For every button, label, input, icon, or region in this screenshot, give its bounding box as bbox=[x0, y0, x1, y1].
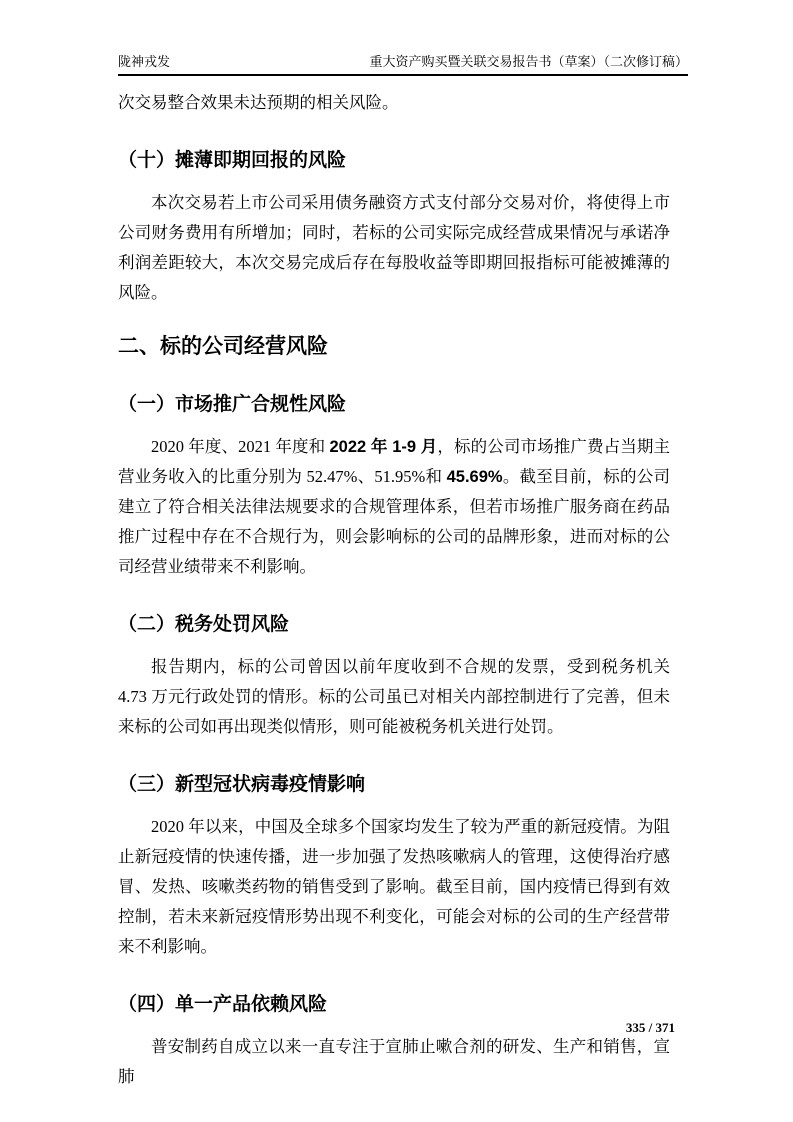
chapter-2-heading: 二、标的公司经营风险 bbox=[118, 335, 328, 358]
bold-text-segment: 2022 年 1-9 月 bbox=[329, 438, 438, 456]
section-3-paragraph: 2020 年以来，中国及全球多个国家均发生了较为严重的新冠疫情。为阻止新冠疫情的快速传播，进一步加强了发热咳嗽病人的管理，这使得治疗感冒、发热、咳嗽类药物的销售受到了影响。截至目前，国内疫情已得到有效控制，若未来新冠疫情形势出现不利变化，可能会对标的公司的生产经营带来不利影响。 bbox=[118, 817, 670, 956]
section-10-paragraph: 本次交易若上市公司采用债务融资方式支付部分交易对价，将使得上市公司财务费用有所增加；同时，若标的公司实际完成经营成果情况与承诺净利润差距较大，本次交易完成后存在每股收益等即期回报指标可能被摊薄的风险。 bbox=[118, 193, 670, 302]
section-1-heading: （一）市场推广合规性风险 bbox=[118, 394, 347, 415]
continuation-paragraph: 次交易整合效果未达预期的相关风险。 bbox=[118, 93, 399, 112]
section-4-heading: （四）单一产品依赖风险 bbox=[118, 994, 328, 1015]
text-segment: 。截至目前，标的公司建立了符合相关法律法规要求的合规管理体系，但若市场推广服务商在药品推广过程中存在不合规行为，则会影响标的公司的品牌形象，进而对标的公司经营业绩带来不利影响。 bbox=[118, 467, 670, 576]
section-4-paragraph: 普安制药自成立以来一直专注于宣肺止嗽合剂的研发、生产和销售，宣肺 bbox=[118, 1037, 670, 1086]
text-segment: 2020 年度、2021 年度和 bbox=[151, 437, 330, 456]
page-header bbox=[118, 54, 688, 76]
section-10-heading: （十）摊薄即期回报的风险 bbox=[118, 150, 347, 171]
page-number: 335 / 371 bbox=[625, 1020, 675, 1035]
document-body bbox=[118, 88, 670, 1092]
bold-text-segment: 45.69% bbox=[446, 468, 503, 486]
section-3-heading: （三）新型冠状病毒疫情影响 bbox=[118, 774, 366, 795]
section-1-paragraph bbox=[118, 432, 670, 582]
section-2-paragraph: 报告期内，标的公司曾因以前年度收到不合规的发票，受到税务机关 4.73 万元行政处罚的情形。标的公司虽已对相关内部控制进行了完善，但未来标的公司如再出现类似情形，则可能被税务机关进行处罚。 bbox=[118, 657, 670, 736]
header-left-title: 陇神戎发 bbox=[118, 54, 171, 69]
text-segment: ，标的公司市场推广费占当期主营业务收入的比重分别为 52.47%、51.95%和 bbox=[118, 437, 671, 486]
header-right-title: 重大资产购买暨关联交易报告书（草案）（二次修订稿） bbox=[369, 54, 688, 69]
section-2-heading: （二）税务处罚风险 bbox=[118, 614, 290, 635]
